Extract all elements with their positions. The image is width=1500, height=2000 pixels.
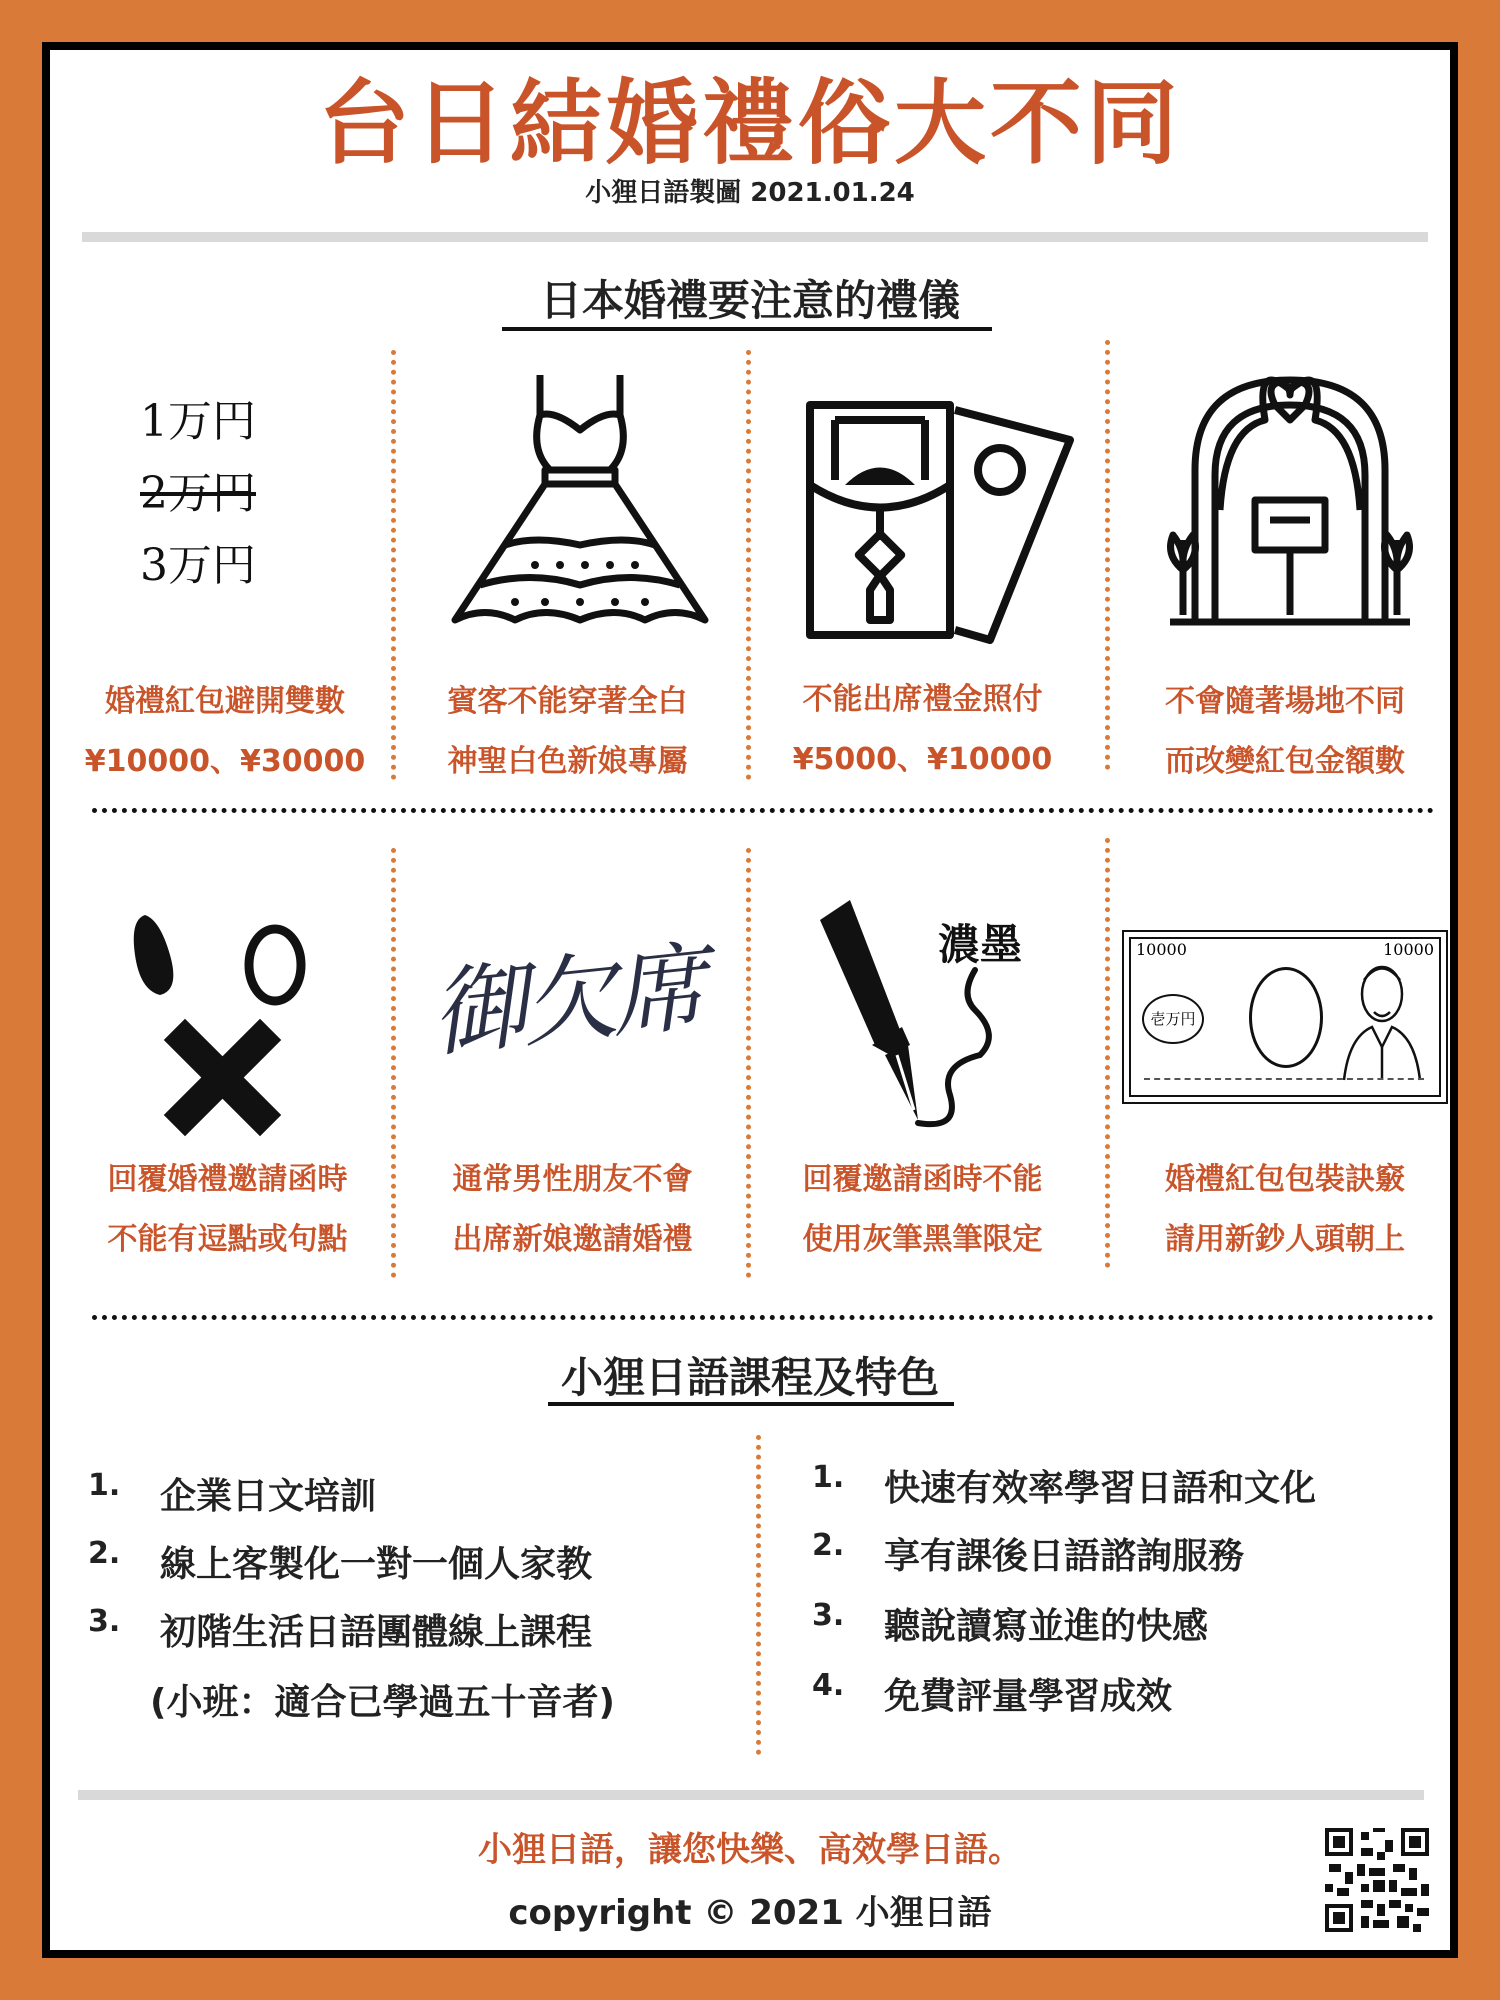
caption-line-1: 回覆婚禮邀請函時 <box>107 1162 348 1197</box>
wedding-dress-icon <box>445 370 715 630</box>
list-text: 聽說讀寫並進的快感 <box>884 1606 1209 1647</box>
list-text: 線上客製化一對一個人家教 <box>160 1544 593 1585</box>
bill-watermark <box>1249 967 1323 1068</box>
page-credit: 小狸日語製圖 2021.01.24 <box>585 178 915 208</box>
list-note: (小班：適合已學過五十音者) <box>150 1682 615 1723</box>
money-note-1: 1万円 <box>140 396 256 447</box>
card-caption <box>420 1150 725 1270</box>
card-caption <box>1130 1150 1440 1270</box>
caption-line-1: 回覆邀請函時不能 <box>802 1162 1043 1197</box>
punctuation-cross-icon <box>125 905 345 1145</box>
divider <box>746 350 751 780</box>
list-number: 1. <box>812 1460 845 1495</box>
footer-slogan: 小狸日語，讓您快樂、高效學日語。 <box>478 1830 1022 1870</box>
bill-border-pattern <box>1144 1078 1424 1090</box>
row-divider <box>92 808 1434 813</box>
list-number: 2. <box>812 1528 845 1563</box>
course-list <box>88 1460 728 1740</box>
courses-heading: 小狸日語課程及特色 <box>560 1353 939 1402</box>
caption-line-2: 而改變紅包金額數 <box>1165 744 1405 779</box>
page-title: 台日結婚禮俗大不同 <box>317 70 1182 177</box>
money-text-icon <box>130 385 330 605</box>
wedding-arch-icon <box>1165 360 1415 640</box>
etiquette-heading: 日本婚禮要注意的禮儀 <box>539 276 960 325</box>
caption-line-2: ¥5000、¥10000 <box>792 742 1053 777</box>
ink-label: 濃墨 <box>938 920 1023 969</box>
bill-number-right: 10000 <box>1383 940 1434 959</box>
feature-list <box>812 1452 1432 1732</box>
caption-line-1: 賓客不能穿著全白 <box>447 684 688 719</box>
caption-line-1: 不能出席禮金照付 <box>802 682 1043 717</box>
divider <box>1105 838 1110 1268</box>
banknote-icon <box>1122 930 1448 1104</box>
courses-heading-underline <box>548 1402 954 1406</box>
row-divider <box>92 1315 1434 1320</box>
portrait-icon <box>1334 952 1429 1082</box>
list-text: 享有課後日語諮詢服務 <box>884 1536 1245 1577</box>
divider <box>746 848 751 1278</box>
envelope-icon <box>805 390 1075 650</box>
caption-line-2: 出席新娘邀請婚禮 <box>452 1222 693 1257</box>
divider <box>391 350 396 780</box>
card-caption <box>770 1150 1075 1270</box>
caption-line-1: 婚禮紅包避開雙數 <box>105 684 345 719</box>
bill-number-left: 10000 <box>1136 940 1187 959</box>
divider <box>391 848 396 1278</box>
header-divider <box>82 232 1428 242</box>
list-number: 3. <box>88 1604 121 1639</box>
caption-line-2: 不能有逗點或句點 <box>107 1222 348 1257</box>
list-number: 4. <box>812 1668 845 1703</box>
money-note-2: 2万円 <box>140 468 256 519</box>
card-caption <box>75 1150 380 1270</box>
column-divider <box>756 1435 761 1755</box>
money-note-3: 3万円 <box>140 540 256 591</box>
caption-line-1: 通常男性朋友不會 <box>452 1162 693 1197</box>
caption-line-2: 使用灰筆黑筆限定 <box>802 1222 1043 1257</box>
card-caption <box>770 670 1075 790</box>
caption-line-2: 神聖白色新娘專屬 <box>447 744 688 779</box>
etiquette-heading-underline <box>502 327 992 331</box>
list-number: 2. <box>88 1536 121 1571</box>
card-caption <box>75 672 375 792</box>
list-text: 企業日文培訓 <box>160 1476 377 1517</box>
bill-denomination: 壱万円 <box>1142 994 1204 1044</box>
caption-line-1: 不會隨著場地不同 <box>1165 684 1405 719</box>
card-caption <box>415 672 720 792</box>
list-text: 免費評量學習成效 <box>884 1676 1173 1717</box>
qr-code-icon[interactable] <box>1325 1828 1429 1932</box>
handwriting-text: 御欠席 <box>425 931 706 1071</box>
caption-line-1: 婚禮紅包包裝訣竅 <box>1165 1162 1405 1197</box>
footer-copyright: copyright © 2021 小狸日語 <box>508 1893 992 1933</box>
list-number: 3. <box>812 1598 845 1633</box>
handwriting-icon <box>425 905 735 1105</box>
divider <box>1105 340 1110 770</box>
list-text: 快速有效率學習日語和文化 <box>884 1468 1317 1509</box>
card-caption <box>1130 672 1440 792</box>
list-text: 初階生活日語團體線上課程 <box>160 1612 593 1653</box>
footer-divider <box>78 1790 1424 1800</box>
caption-line-2: ¥10000、¥30000 <box>84 744 366 779</box>
list-number: 1. <box>88 1468 121 1503</box>
caption-line-2: 請用新鈔人頭朝上 <box>1165 1222 1405 1257</box>
